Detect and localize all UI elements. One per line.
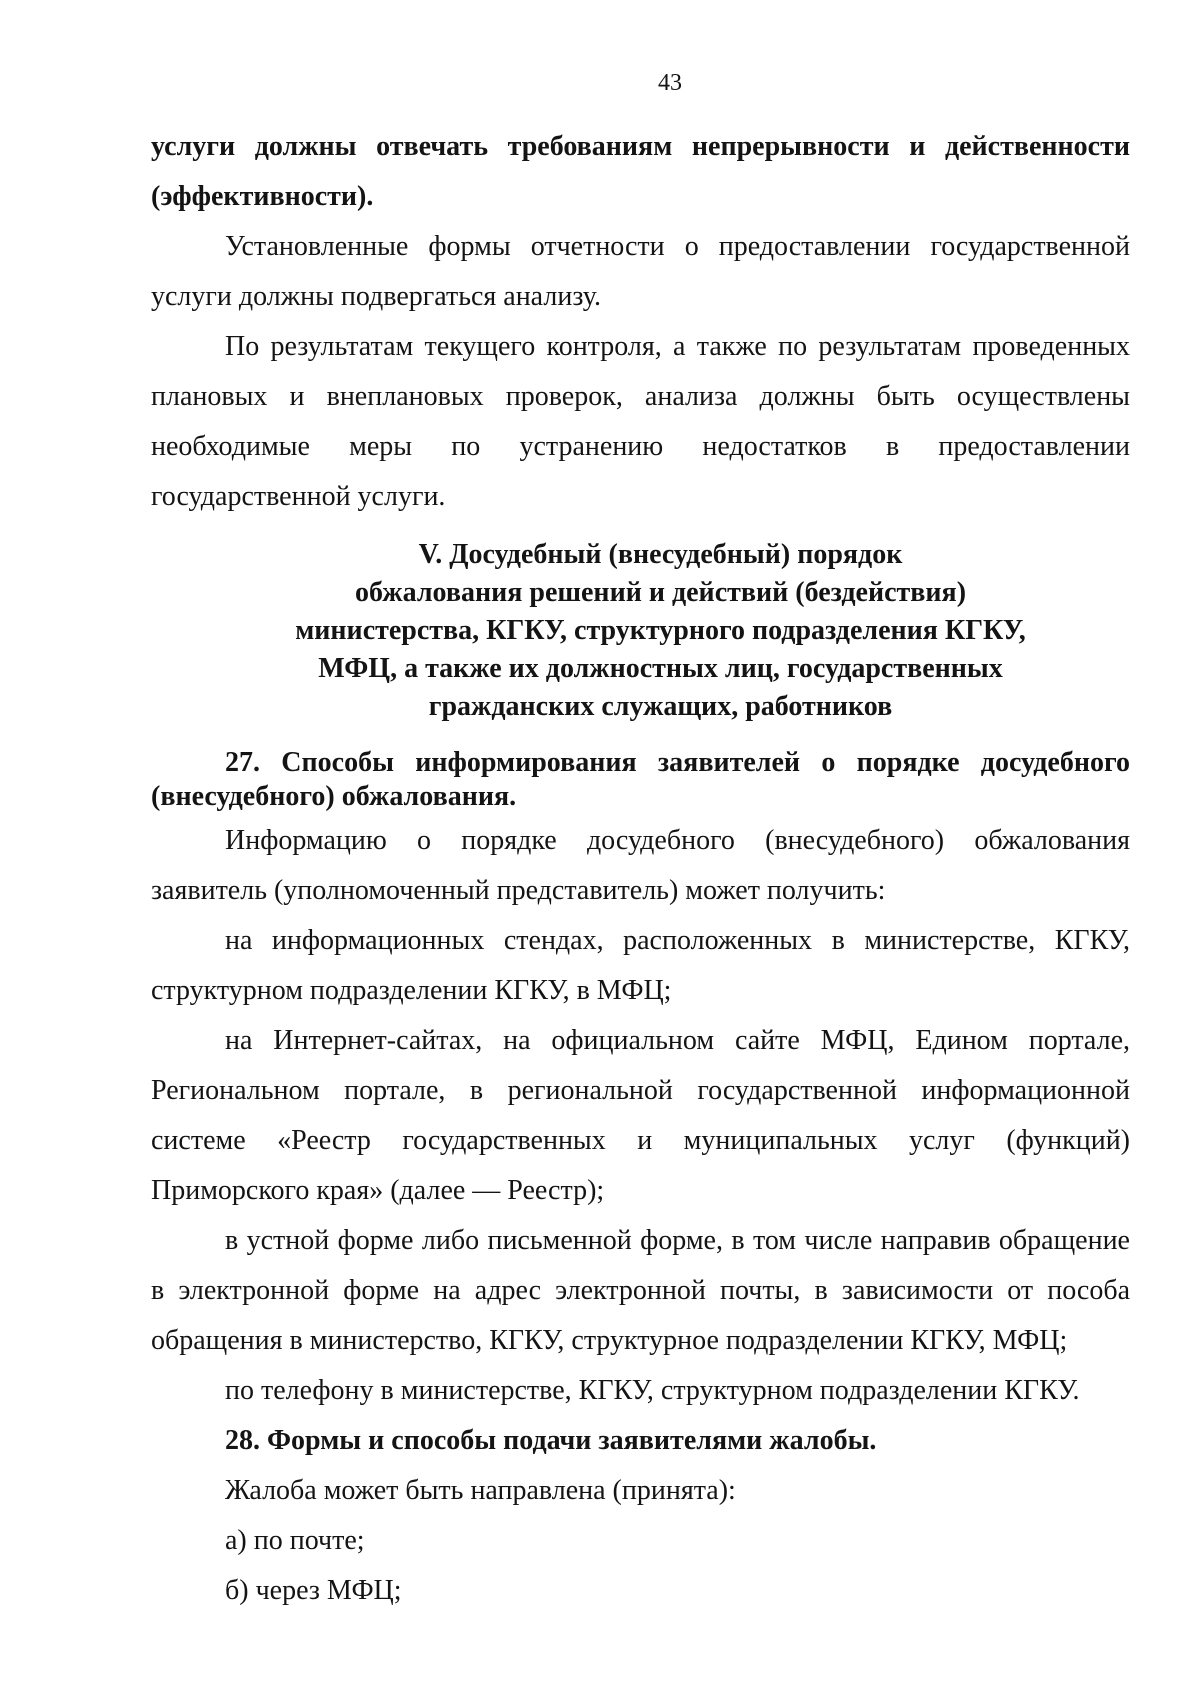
item-28-paragraph: Жалоба может быть направлена (принята): — [225, 1475, 736, 1506]
section-title-line: МФЦ, а также их должностных лиц, государственных — [318, 653, 1003, 684]
section-title-line: V. Досудебный (внесудебный) порядок — [418, 539, 903, 570]
section-title-line: министерства, КГКУ, структурного подразделения КГКУ, — [295, 615, 1026, 646]
item-27-paragraph: по телефону в министерстве, КГКУ, структурном подразделении КГКУ. — [225, 1375, 1080, 1406]
paragraph-continuation: услуги должны отвечать требованиям непрерывности и действенности (эффективности). — [151, 131, 1130, 212]
item-28-list-item: б) через МФЦ; — [225, 1575, 402, 1606]
page-number: 43 — [658, 70, 682, 96]
item-27-paragraph: в устной форме либо письменной форме, в том числе направив обращение в электронной форме на адрес электронной почты, в зависимости от пособа обращения в министерство, КГКУ, структурное подразделении КГКУ, МФЦ; — [151, 1225, 1130, 1356]
item-28-heading: 28. Формы и способы подачи заявителями жалобы. — [225, 1425, 877, 1456]
paragraph-reporting-forms: Установленные формы отчетности о предоставлении государственной услуги должны подвергаться анализу. — [151, 231, 1130, 312]
paragraph-control-results: По результатам текущего контроля, а также по результатам проведенных плановых и внеплановых проверок, анализа должны быть осуществлены необходимые меры по устранению недостатков в предоставлении государственной услуги. — [151, 331, 1130, 512]
document-body — [151, 122, 1130, 1616]
item-27-paragraph: на Интернет-сайтах, на официальном сайте МФЦ, Едином портале, Региональном портале, в региональной государственной информационной системе «Реестр государственных и муниципальных услуг (функций) Приморского края» (далее — Реестр); — [151, 1025, 1130, 1206]
item-27-paragraph: на информационных стендах, расположенных в министерстве, КГКУ, структурном подразделении КГКУ, в МФЦ; — [151, 925, 1130, 1006]
item-28-list-item: а) по почте; — [225, 1525, 365, 1556]
item-27-paragraph: Информацию о порядке досудебного (внесудебного) обжалования заявитель (уполномоченный представитель) может получить: — [151, 825, 1130, 906]
section-title-line: обжалования решений и действий (бездействия) — [354, 577, 967, 608]
section-v-title — [151, 536, 1130, 726]
item-27-heading: 27. Способы информирования заявителей о порядке досудебного (внесудебного) обжалования. — [151, 747, 1130, 812]
section-title-line: гражданских служащих, работников — [428, 691, 893, 722]
